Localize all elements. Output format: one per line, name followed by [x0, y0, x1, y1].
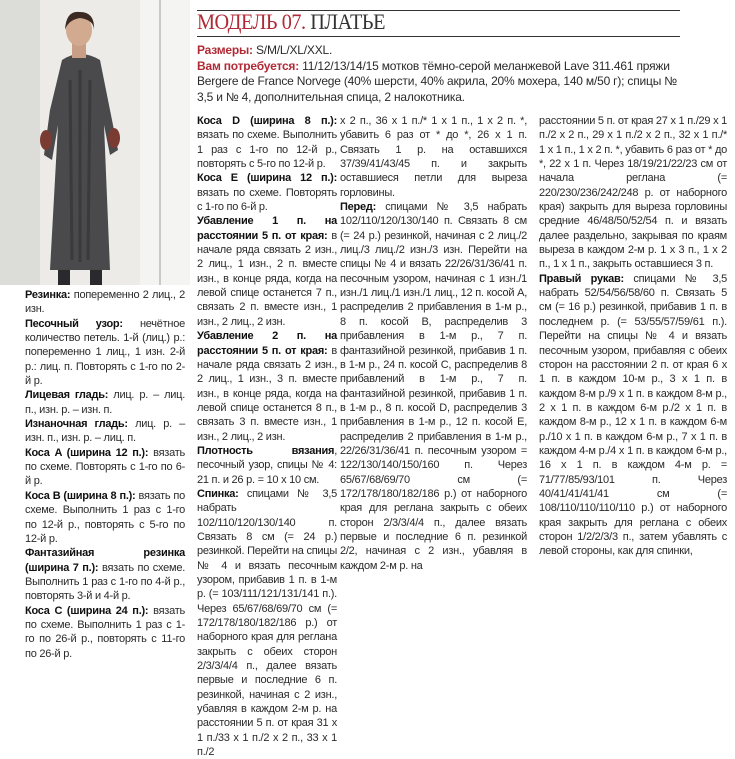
- column-stitches: [25, 288, 185, 661]
- paragraph: [25, 489, 185, 546]
- paragraph: [197, 329, 337, 444]
- paragraph-text: вязать по схеме. Повторять с 1-го по 6-й р.: [197, 186, 337, 214]
- paragraph: [197, 114, 337, 171]
- paragraph: [25, 288, 185, 317]
- paragraph-heading: Резинка:: [25, 289, 71, 301]
- materials-label: Вам потребуется:: [197, 58, 300, 73]
- paragraph: [25, 388, 185, 417]
- paragraph-text: вязать по схеме. Выполнить 1 раз с 1-го по 4-й р., повторять 3-й и 4-й р.: [25, 561, 186, 603]
- materials-line: [197, 59, 677, 106]
- paragraph-text: попеременно 2 лиц., 2 изн.: [25, 289, 185, 316]
- paragraph-text: вязать по схеме. Повторять с 1-го по 6-й р.: [25, 446, 185, 488]
- paragraph: [340, 114, 527, 200]
- paragraph: [197, 444, 337, 487]
- intro: [197, 43, 677, 105]
- paragraph: [25, 546, 185, 603]
- materials-value: 11/12/13/14/15 мотков тёмно-серой меланжевой Lave 311.461 пряжи Bergere de France Norvege (40% шерсти, 40% акрила, 20% мохера, 140 м/50 г); спицы № 3,5 и № 4, дополнительная спица, 2 налокотника.: [197, 58, 677, 104]
- paragraph: [25, 417, 185, 446]
- paragraph-text: лиц. р. – лиц. п., изн. р. – изн. п.: [25, 389, 186, 416]
- paragraph-heading: Фантазийная резинка (ширина 7 п.):: [25, 547, 185, 574]
- header-rule-bottom: [197, 36, 680, 37]
- paragraph-text: , песочный узор, спицы № 4: 21 п. и 26 р. = 10 x 10 см.: [197, 444, 337, 486]
- paragraph-heading: Коса D (ширина 8 п.):: [197, 115, 337, 127]
- paragraph: [340, 200, 527, 573]
- paragraph-heading: Коса E (ширина 12 п.):: [197, 172, 337, 185]
- paragraph-heading: Убавление 1 п. на расстоянии 5 п. от края:: [197, 215, 337, 242]
- paragraph-heading: Коса A (ширина 12 п.):: [25, 446, 149, 459]
- paragraph-text: x 2 п., 36 x 1 п./* 1 x 1 п., 1 x 2 п. *, убавить 6 раз от * до *, 26 x 1 п. Связать 1 р. на оставшихся 37/39/41/43/45 п. и закрыть оставшиеся петли для выреза горловины.: [340, 115, 527, 199]
- paragraph-text: спицами № 3,5 набрать 102/110/120/130/140 п. Связать 8 см (= 24 р.) резинкой. Перейти на спицы № 4 и вязать песочным узором, прибавив 1 п. в 1-м р. (= 103/111/121/131/141 п.). Через 65/67/68/69/70 см (= 172/178/180/182/186 р.) от наборного края для реглана закрыть с обеих сторон 2/3/3/4/4 п., далее вязать первые и последние 6 п. резинкой, начиная с 2 изн., убавляя в каждом 2-м р. на расстоянии 5 п. от края 31 x 1 п./33 x 1 п./2 x 2 п., 33 x 1 п./2: [197, 487, 337, 759]
- paragraph-text: спицами № 3,5 набрать 52/54/56/58/60 п. Связать 5 см (= 16 р.) резинкой, прибавив 1 п. в последнем р. (= 53/55/57/59/61 п.). Перейти на спицы № 4 и вязать песочным узором, прибавляя с обеих сторон на расстоянии 2 п. от края 6 x 1 п. в каждом 10-м р., 3 x 1 п. в каждом 8-м р./9 x 1 п. в каждом 8-м р., 2 x 1 п. в каждом 6-м р./2 x 1 п. в каждом 8-м р., 12 x 1 п. в каждом 6-м р./10 x 1 п. в каждом 6-м р., 7 x 1 п. в каждом 4-м р./4 x 1 п. в каждом 6-м р., 16 x 1 п. в каждом 4-м р. = 71/77/85/93/101 п. Через 40/41/41/41/41 см (= 108/110/110/110/110 р.) от наборного края закрыть для реглана с обеих сторон 1/2/2/3/3 п., затем убавлять с левой стороны, как для спинки,: [539, 272, 727, 558]
- paragraph: [25, 317, 185, 389]
- paragraph-heading: Убавление 2 п. на расстоянии 5 п. от края:: [197, 330, 337, 357]
- paragraph: [197, 487, 337, 759]
- paragraph-heading: Изнаночная гладь:: [25, 418, 128, 431]
- paragraph-heading: Коса C (ширина 24 п.):: [25, 604, 149, 617]
- sizes-label: Размеры:: [197, 43, 253, 57]
- page-title: [197, 9, 385, 35]
- paragraph-heading: Песочный узор:: [25, 317, 123, 330]
- paragraph-text: нечётное количество петель. 1-й (лиц.) р.: попеременно 1 лиц., 1 изн. 2-й р.: лиц. п. Повторять с 1-го по 2-й р.: [25, 317, 185, 388]
- column-3: [340, 114, 527, 573]
- dress-photo-illustration: [0, 0, 190, 285]
- paragraph-text: лиц. р. – изн. п., изн. р. – лиц. п.: [25, 418, 185, 445]
- paragraph-heading: Лицевая гладь:: [25, 389, 109, 402]
- column-4: [539, 114, 727, 559]
- paragraph: [539, 272, 727, 559]
- paragraph-text: расстоянии 5 п. от края 27 x 1 п./29 x 1 п./2 x 2 п., 29 x 1 п./2 x 2 п., 32 x 1 п./* 1 x 1 п., 1 x 2 п. *, убавить 6 раз от * до *, 22 x 1 п. Через 18/19/21/22/23 см от начала реглана (= 220/230/236/242/248 р. от наборного края) закрыть для выреза горловины средние 46/48/50/52/54 п. и вязать далее раздельно, закрывая по краям выреза в каждом 2-м р. 1 x 3 п., 1 x 2 п., 1 x 1 п., закрыть оставшиеся 3 п.: [539, 115, 727, 271]
- paragraph-heading: Коса B (ширина 8 п.):: [25, 489, 136, 502]
- paragraph: [197, 214, 337, 329]
- model-photo: [0, 0, 190, 285]
- paragraph: [539, 114, 727, 272]
- paragraph: [197, 171, 337, 214]
- paragraph: [25, 604, 185, 661]
- paragraph-heading: Спинка:: [197, 487, 239, 500]
- title-garment: ПЛАТЬЕ: [310, 9, 385, 34]
- paragraph: [25, 446, 185, 489]
- sizes-line: [197, 43, 677, 59]
- paragraph-text: в начале ряда связать 2 изн., 2 лиц., 1 изн., 2 п. вместе изн., в конце ряда, когда на левой спице останется 7 п., связать 2 п. вместе изн., 1 изн., 2 лиц., 2 изн.: [197, 229, 337, 328]
- paragraph-heading: Плотность вязания: [197, 444, 335, 457]
- paragraph-text: вязать по схеме. Выполнить 1 раз с 1-го по 12-й р., повторять с 5-го по 12-й р.: [25, 489, 185, 545]
- column-2: [197, 114, 337, 759]
- paragraph-text: в начале ряда связать 2 изн., 2 лиц., 1 изн., 3 п. вместе изн., в конце ряда, когда на левой спице останется 8 п., связать 3 п. вместе изн., 1 изн., 2 лиц., 2 изн.: [197, 344, 337, 443]
- paragraph-text: вязать по схеме. Выполнить 1 раз с 1-го по 12-й р., повторять с 5-го по 12-й р.: [197, 129, 337, 171]
- paragraph-text: спицами № 3,5 набрать 102/110/120/130/140 п. Связать 8 см (= 24 р.) резинкой, начиная с 2 лиц./2 лиц./3 лиц./2 изн./3 изн. Перейти на спицы № 4 и вязать 22/26/31/36/41 п. песочным узором, начиная с 1 изн./1 изн./1 лиц./1 изн./1 лиц., 12 п. косой А, распределив 2 прибавления в 1-м р., 8 п. косой В, распределив 3 прибавления в 1-м р., 7 п. фантазийной резинкой, прибавив 1 п. в 1-м р., 24 п. косой С, распределив 8 прибавлений в 1-м р., 7 п. фантазийной резинкой, прибавив 1 п. в 1-м р., 8 п. косой D, распределив 3 прибавления в 1-м р., 12 п. косой E, распределив 2 прибавления в 1-м р., 22/26/31/36/41 п. песочным узором = 122/130/140/150/160 п. Через 65/67/68/69/70 см (= 172/178/180/182/186 р.) от наборного края для реглана закрыть с обеих сторон 2/3/3/4/4 п., далее вязать первые и последние 6 п. резинкой 2/2, начиная с 2 изн., убавляя в каждом 2-м р. на: [340, 201, 527, 572]
- sizes-value: S/M/L/XL/XXL.: [256, 43, 333, 57]
- title-model-number: МОДЕЛЬ 07.: [197, 9, 306, 34]
- paragraph-heading: Правый рукав:: [539, 272, 624, 285]
- paragraph-text: вязать по схеме. Выполнить 1 раз с 1-го по 26-й р., повторять с 11-го по 26-й р.: [25, 604, 185, 660]
- paragraph-heading: Перед:: [340, 201, 377, 214]
